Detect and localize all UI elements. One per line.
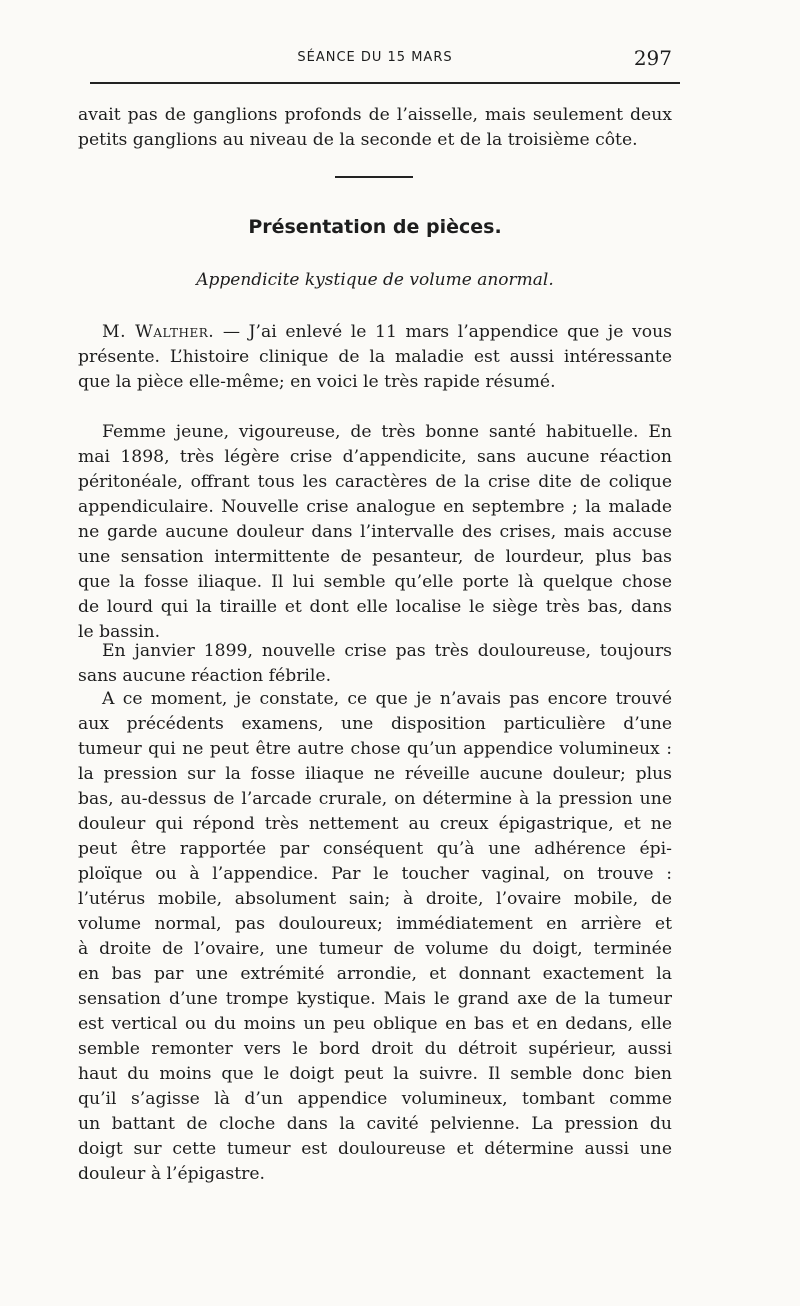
text-line: volume normal, pas douloureux; immédiatement en arrière et	[78, 914, 672, 934]
continuation-paragraph	[78, 103, 672, 153]
text-line: ne garde aucune douleur dans l’intervalle des crises, mais accuse	[78, 522, 672, 542]
text-line: que la pièce elle-même; en voici le très rapide résumé.	[78, 372, 556, 392]
text-line: douleur à l’épigastre.	[78, 1164, 266, 1184]
text-line: semble remonter vers le bord droit du détroit supérieur, aussi	[78, 1039, 672, 1059]
text-line: aux précédents examens, une disposition particulière d’une	[78, 714, 672, 734]
text-line: sans aucune réaction fébrile.	[78, 666, 332, 686]
case-paragraph-2	[78, 639, 672, 689]
section-subtitle: Appendicite kystique de volume anormal.	[196, 270, 554, 290]
intro-first-line: — J’ai enlevé le 11 mars l’appendice que je vous	[214, 322, 672, 342]
text-line: peut être rapportée par conséquent qu’à une adhérence épi-	[78, 839, 672, 859]
text-line: doigt sur cette tumeur est douloureuse et détermine aussi une	[78, 1139, 672, 1159]
case-paragraph-1	[78, 420, 672, 645]
text-line: mai 1898, très légère crise d’appendicite, sans aucune réaction	[78, 447, 672, 467]
text-line: présente. L’histoire clinique de la maladie est aussi intéressante	[78, 347, 672, 367]
text-line: l’utérus mobile, absolument sain; à droite, l’ovaire mobile, de	[78, 889, 672, 909]
intro-paragraph	[78, 320, 672, 395]
header-rule	[90, 82, 680, 84]
case-paragraph-3	[78, 687, 672, 1187]
text-line: de lourd qui la tiraille et dont elle localise le siège très bas, dans	[78, 597, 672, 617]
text-line: est vertical ou du moins un peu oblique en bas et en dedans, elle	[78, 1014, 672, 1034]
text-line: en bas par une extrémité arrondie, et donnant exactement la	[78, 964, 672, 984]
text-line: le bassin.	[78, 622, 161, 642]
text-line: que la fosse iliaque. Il lui semble qu’elle porte là quelque chose	[78, 572, 672, 592]
section-divider	[335, 176, 413, 178]
speaker-name: M. Walther.	[102, 322, 215, 342]
text-line: A ce moment, je constate, ce que je n’avais pas encore trouvé	[102, 689, 672, 709]
text-line: tumeur qui ne peut être autre chose qu’un appendice volumineux :	[78, 739, 672, 759]
running-title: SÉANCE DU 15 MARS	[297, 50, 453, 65]
text-line: bas, au-dessus de l’arcade crurale, on détermine à la pression une	[78, 789, 672, 809]
text-line: appendiculaire. Nouvelle crise analogue en septembre ; la malade	[78, 497, 672, 517]
text-line: haut du moins que le doigt peut la suivre. Il semble donc bien	[78, 1064, 672, 1084]
text-line: un battant de cloche dans la cavité pelvienne. La pression du	[78, 1114, 672, 1134]
section-title: Présentation de pièces.	[248, 216, 502, 238]
text-line: Femme jeune, vigoureuse, de très bonne santé habituelle. En	[102, 422, 672, 442]
text-line: à droite de l’ovaire, une tumeur de volume du doigt, terminée	[78, 939, 672, 959]
text-line: péritonéale, offrant tous les caractères de la crise dite de colique	[78, 472, 672, 492]
text-line: petits ganglions au niveau de la seconde et de la troisième côte.	[78, 130, 638, 150]
text-line	[78, 320, 672, 345]
text-line: sensation d’une trompe kystique. Mais le grand axe de la tumeur	[78, 989, 672, 1009]
text-line: qu’il s’agisse là d’un appendice volumineux, tombant comme	[78, 1089, 672, 1109]
text-line: avait pas de ganglions profonds de l’aisselle, mais seulement deux	[78, 105, 672, 125]
text-line: ploïque ou à l’appendice. Par le toucher vaginal, on trouve :	[78, 864, 672, 884]
text-line: En janvier 1899, nouvelle crise pas très douloureuse, toujours	[102, 641, 672, 661]
text-line: une sensation intermittente de pesanteur, de lourdeur, plus bas	[78, 547, 672, 567]
page-number: 297	[633, 46, 672, 70]
text-line: douleur qui répond très nettement au creux épigastrique, et ne	[78, 814, 672, 834]
running-head	[78, 46, 672, 70]
text-line: la pression sur la fosse iliaque ne réveille aucune douleur; plus	[78, 764, 672, 784]
